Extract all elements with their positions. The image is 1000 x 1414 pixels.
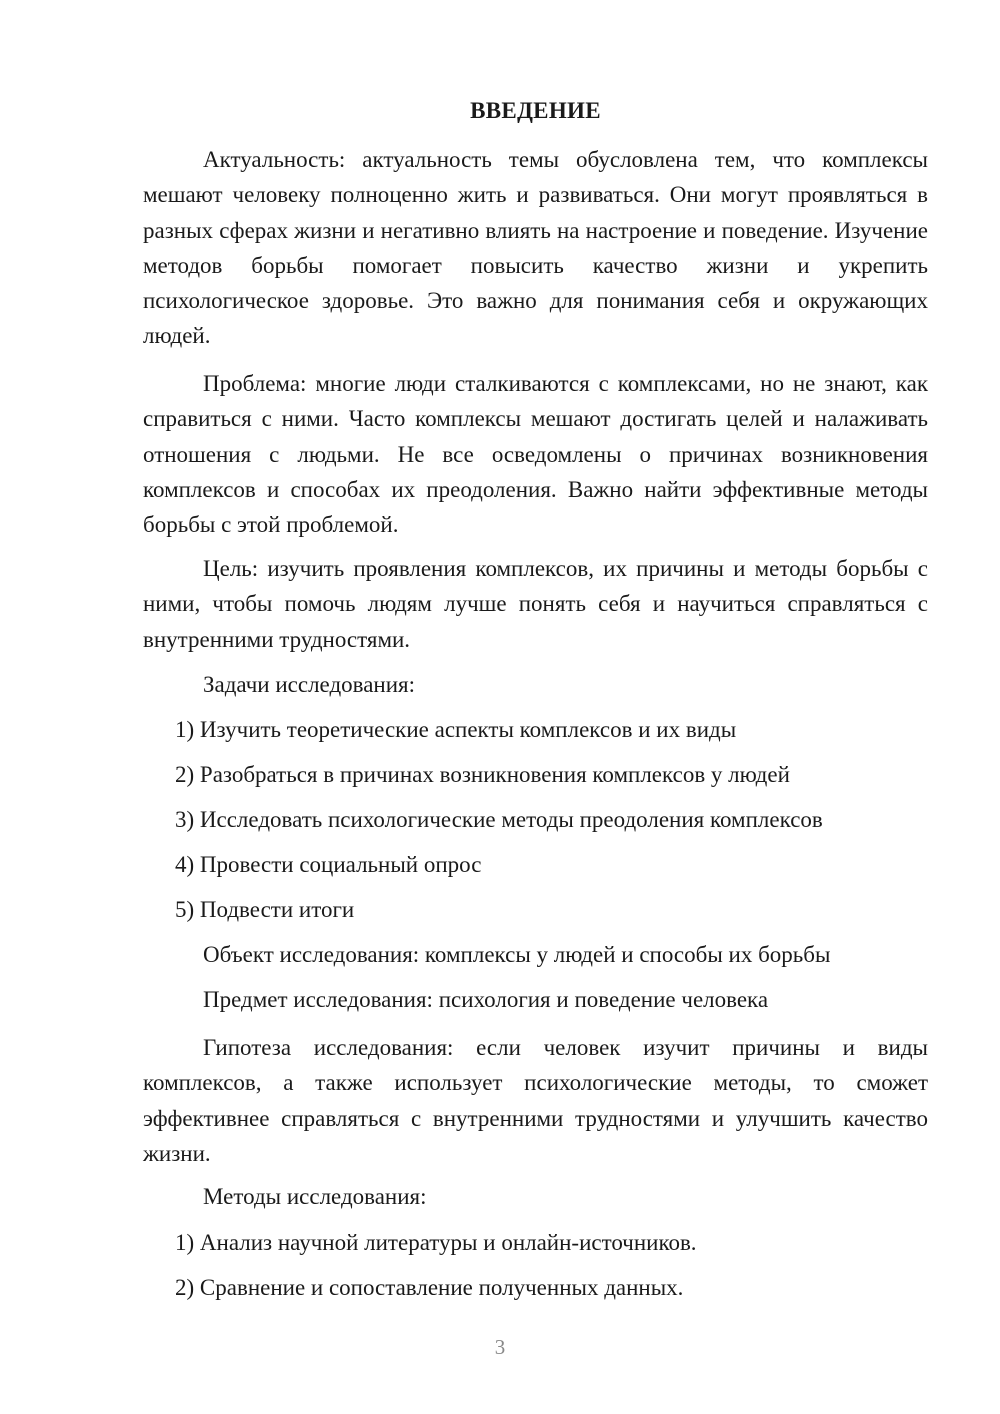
page-title: ВВЕДЕНИЕ — [470, 98, 601, 123]
goal-paragraph: Цель: изучить проявления комплексов, их причины и методы борьбы с ними, чтобы помочь людям лучше понять себя и научиться справляться с внутренними трудностями. — [143, 556, 928, 652]
task-item: 4) Провести социальный опрос — [175, 852, 482, 877]
method-item: 1) Анализ научной литературы и онлайн-источников. — [175, 1230, 697, 1255]
task-item: 1) Изучить теоретические аспекты комплексов и их виды — [175, 717, 737, 742]
tasks-heading: Задачи исследования: — [203, 672, 416, 697]
research-subject: Предмет исследования: психология и поведение человека — [203, 987, 769, 1012]
hypothesis-paragraph: Гипотеза исследования: если человек изучит причины и виды комплексов, а также использует психологические методы, то сможет эффективнее справляться с внутренними трудностями и улучшить качество жизни. — [143, 1035, 928, 1166]
task-item: 3) Исследовать психологические методы преодоления комплексов — [175, 807, 823, 832]
page-number: 3 — [494, 1335, 506, 1359]
task-item: 2) Разобраться в причинах возникновения комплексов у людей — [175, 762, 790, 787]
problem-paragraph: Проблема: многие люди сталкиваются с комплексами, но не знают, как справиться с ними. Часто комплексы мешают достигать целей и налаживать отношения с людьми. Не все осведомлены о причинах возникновения комплексов и способах их преодоления. Важно найти эффективные методы борьбы с этой проблемой. — [143, 371, 928, 538]
task-item: 5) Подвести итоги — [175, 897, 355, 922]
method-item: 2) Сравнение и сопоставление полученных данных. — [175, 1275, 684, 1300]
methods-heading: Методы исследования: — [203, 1184, 427, 1209]
relevance-paragraph: Актуальность: актуальность темы обусловлена тем, что комплексы мешают человеку полноценно жить и развиваться. Они могут проявляться в разных сферах жизни и негативно влиять на настроение и поведение. Изучение методов борьбы помогает повысить качество жизни и укрепить психологическое здоровье. Это важно для понимания себя и окружающих людей. — [143, 147, 928, 349]
research-object: Объект исследования: комплексы у людей и способы их борьбы — [203, 942, 831, 967]
